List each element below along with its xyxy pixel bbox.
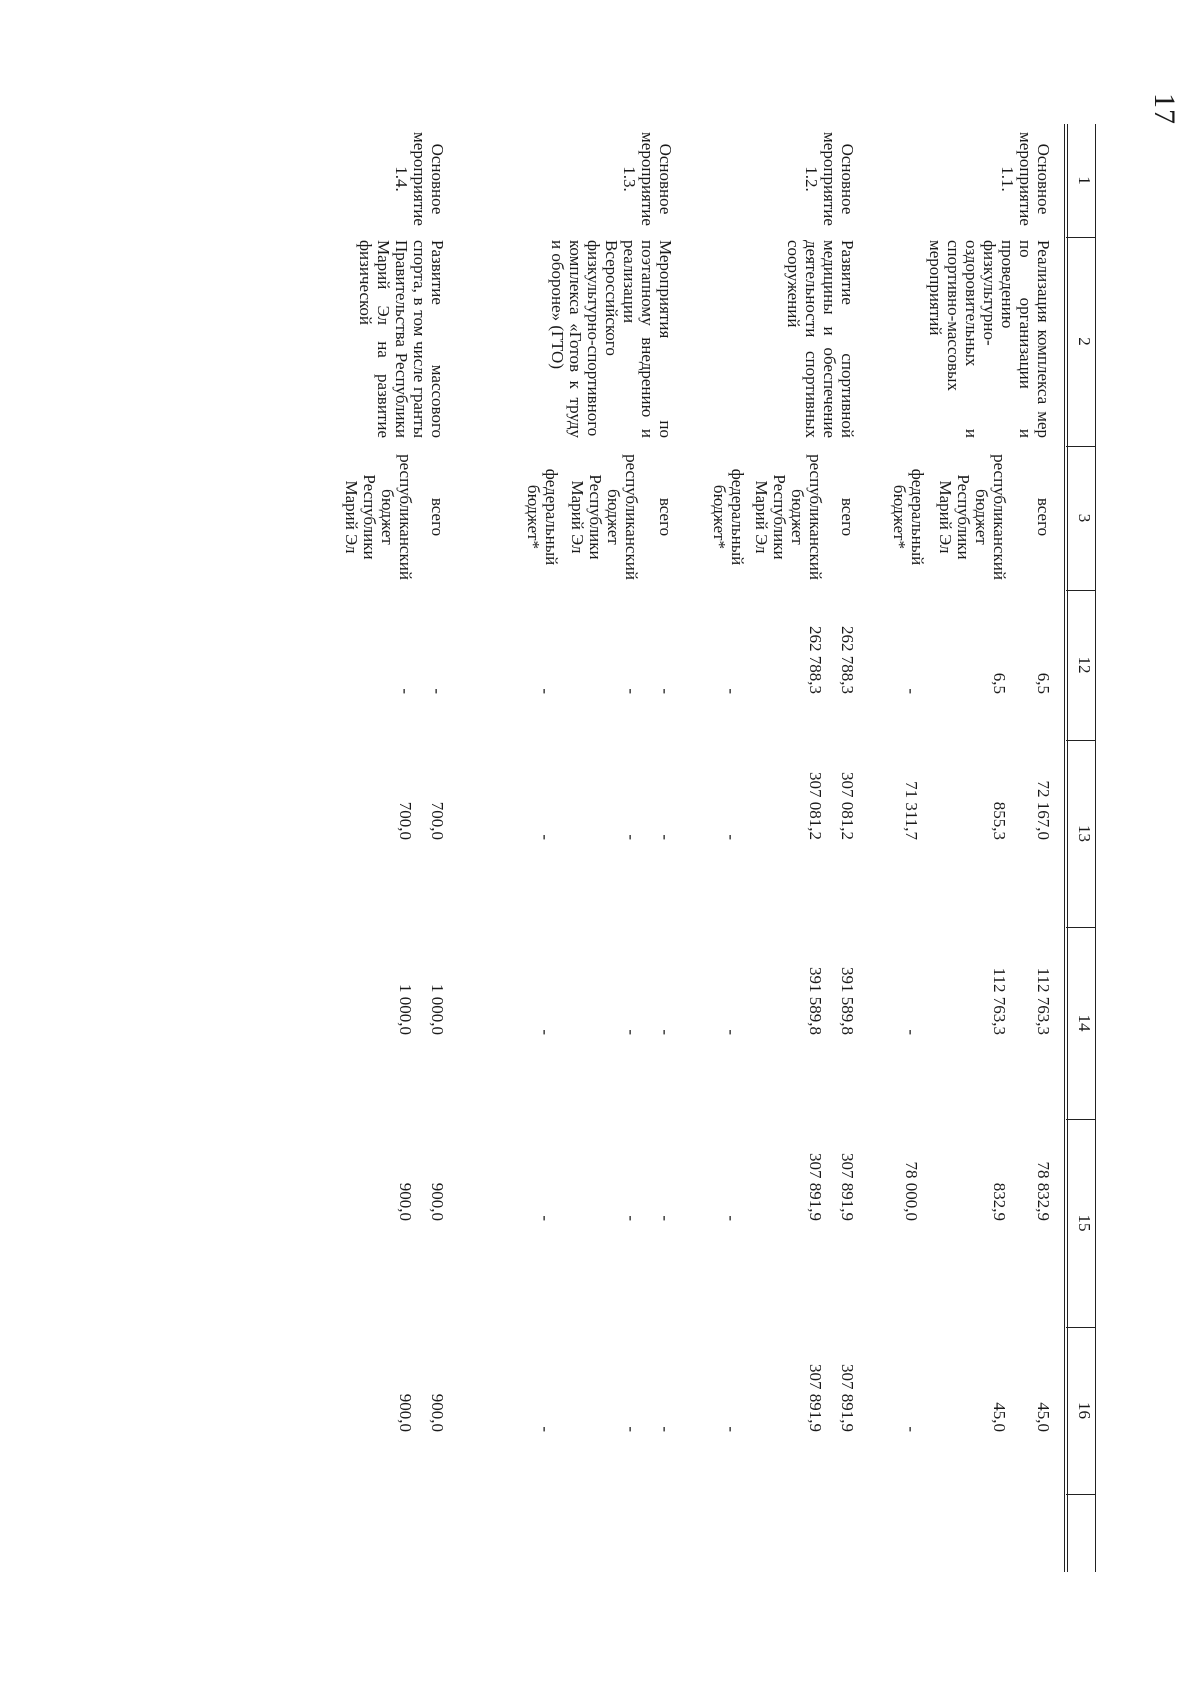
- value-13: 700,0: [428, 801, 447, 840]
- value-16: 900,0: [396, 1393, 415, 1432]
- row-title: Реализация комплекса мер по организации и проведению физкультурно-оздоровительных и спортивно-массовых мероприятий: [926, 240, 1053, 438]
- value-13: -: [722, 834, 741, 840]
- value-13: 855,3: [990, 801, 1009, 840]
- value-12: 6,5: [1034, 672, 1053, 694]
- value-15: 832,9: [990, 1182, 1009, 1221]
- value-13: 71 311,7: [902, 781, 921, 840]
- value-13: 307 081,2: [838, 772, 857, 840]
- value-15: -: [536, 1215, 555, 1221]
- value-14: -: [656, 1029, 675, 1035]
- value-12: -: [622, 688, 641, 694]
- value-16: -: [722, 1426, 741, 1432]
- header-col-15: 15: [1075, 1214, 1094, 1232]
- value-16: -: [656, 1426, 675, 1432]
- value-12: 262 788,3: [806, 626, 825, 694]
- header-bottom-border: [1067, 124, 1068, 1572]
- header-divider: [1066, 1494, 1096, 1495]
- value-14: 1 000,0: [428, 984, 447, 1035]
- value-12: -: [536, 688, 555, 694]
- source-label: республиканский бюджет Республики Марий Эл: [568, 454, 641, 580]
- row-title: Развитие массового спорта, в том числе гранты Правительства Республики Марий Эл на развитие физической: [356, 240, 447, 438]
- value-13: -: [656, 834, 675, 840]
- value-14: 391 589,8: [806, 967, 825, 1035]
- header-col-12: 12: [1075, 656, 1094, 674]
- value-15: 307 891,9: [806, 1153, 825, 1221]
- value-16: -: [536, 1426, 555, 1432]
- value-12: -: [722, 688, 741, 694]
- source-label: республиканский бюджет Республики Марий Эл: [342, 454, 415, 580]
- source-label: всего: [838, 497, 857, 537]
- value-12: -: [428, 688, 447, 694]
- value-15: 900,0: [396, 1182, 415, 1221]
- value-13: 307 081,2: [806, 772, 825, 840]
- value-16: -: [622, 1426, 641, 1432]
- row-id: Основное мероприятие 1.4.: [392, 132, 447, 226]
- value-15: 78 000,0: [902, 1161, 921, 1221]
- value-13: -: [536, 834, 555, 840]
- value-14: 1 000,0: [396, 984, 415, 1035]
- value-15: -: [656, 1215, 675, 1221]
- header-col-14: 14: [1075, 1014, 1094, 1032]
- value-13: -: [622, 834, 641, 840]
- value-16: 45,0: [1034, 1402, 1053, 1432]
- value-12: -: [396, 688, 415, 694]
- value-15: -: [722, 1215, 741, 1221]
- budget-table: [142, 124, 1096, 1572]
- value-14: 112 763,3: [990, 967, 1009, 1035]
- source-label: республиканский бюджет Республики Марий Эл: [752, 454, 825, 580]
- value-15: 307 891,9: [838, 1153, 857, 1221]
- row-id: Основное мероприятие 1.1.: [998, 132, 1053, 226]
- value-16: 307 891,9: [838, 1364, 857, 1432]
- value-14: -: [902, 1029, 921, 1035]
- value-13: 72 167,0: [1034, 780, 1053, 840]
- source-label: всего: [656, 497, 675, 537]
- value-13: 700,0: [396, 801, 415, 840]
- source-label: всего: [1034, 497, 1053, 537]
- value-12: -: [656, 688, 675, 694]
- header-bottom-border-double: [1064, 124, 1065, 1572]
- value-14: -: [622, 1029, 641, 1035]
- value-14: 112 763,3: [1034, 967, 1053, 1035]
- row-title: Мероприятия по поэтапному внедрению и реализации Всероссийского физкультурно-спортивного комплекса «Готов к труду и обороне» (ГТО): [548, 240, 675, 438]
- row-id: Основное мероприятие 1.2.: [802, 132, 857, 226]
- value-15: 900,0: [428, 1182, 447, 1221]
- row-id: Основное мероприятие 1.3.: [620, 132, 675, 226]
- header-col-2: 2: [1075, 337, 1094, 346]
- source-label: федеральный бюджет*: [890, 468, 927, 566]
- header-col-1: 1: [1075, 176, 1094, 185]
- value-16: 900,0: [428, 1393, 447, 1432]
- value-12: 262 788,3: [838, 626, 857, 694]
- value-14: -: [536, 1029, 555, 1035]
- row-title: Развитие спортивной медицины и обеспечение деятельности спортивных сооружений: [784, 240, 857, 438]
- value-15: -: [622, 1215, 641, 1221]
- value-12: 6,5: [990, 672, 1009, 694]
- header-col-16: 16: [1075, 1402, 1094, 1419]
- value-16: 45,0: [990, 1402, 1009, 1432]
- value-16: 307 891,9: [806, 1364, 825, 1432]
- source-label: республиканский бюджет Республики Марий Эл: [936, 454, 1009, 580]
- source-label: всего: [428, 497, 447, 537]
- header-col-3: 3: [1075, 513, 1094, 523]
- value-14: -: [722, 1029, 741, 1035]
- source-label: федеральный бюджет*: [524, 468, 561, 566]
- page-number: 17: [1148, 93, 1181, 125]
- header-col-13: 13: [1075, 825, 1094, 842]
- table-top-border: [1095, 124, 1096, 1572]
- value-16: -: [902, 1426, 921, 1432]
- source-label: федеральный бюджет*: [710, 468, 747, 566]
- value-12: -: [902, 688, 921, 694]
- value-15: 78 832,9: [1034, 1161, 1053, 1221]
- value-14: 391 589,8: [838, 967, 857, 1035]
